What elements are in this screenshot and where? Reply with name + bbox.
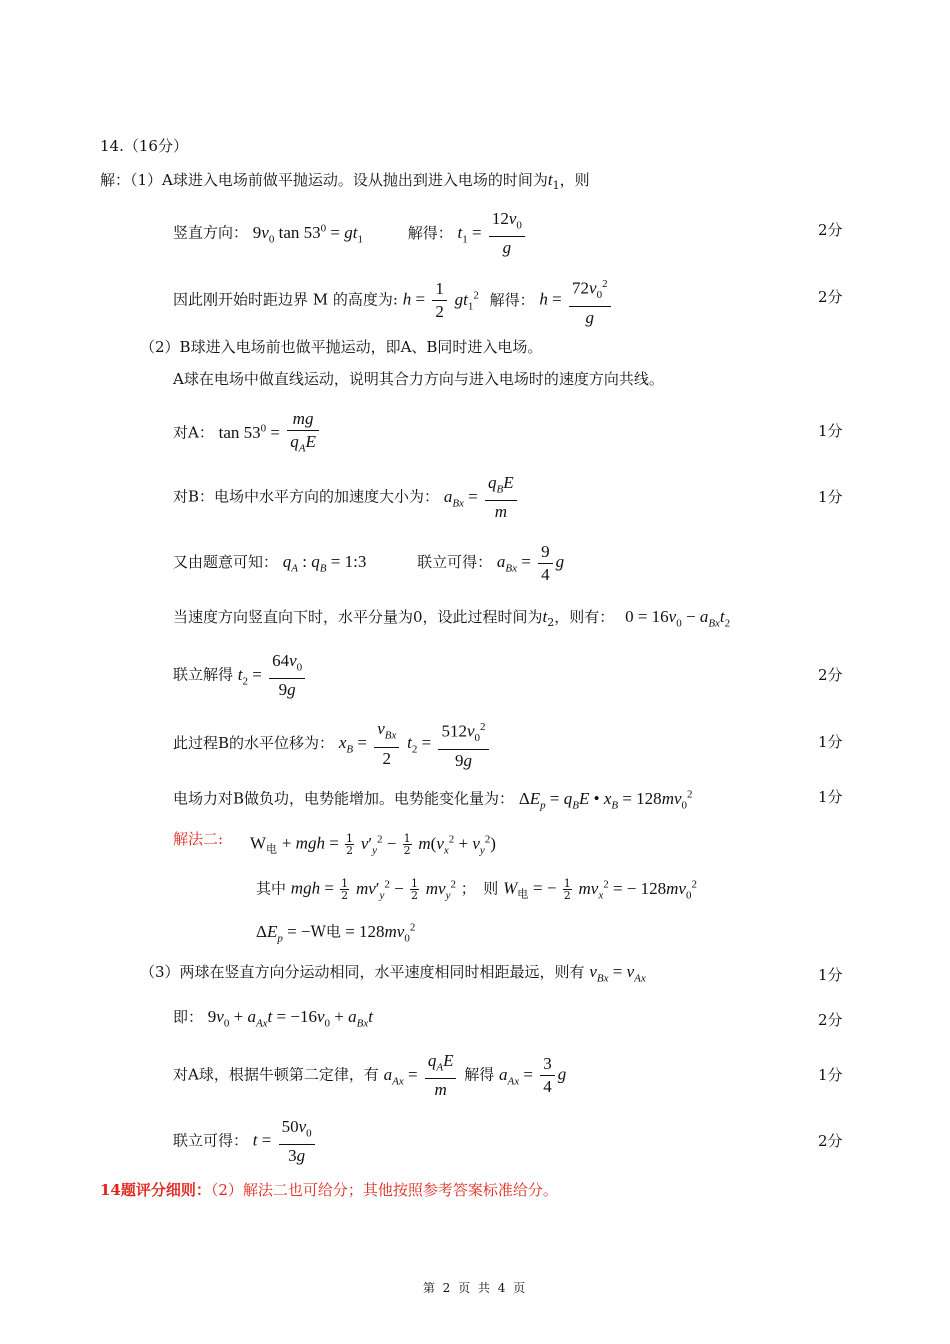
points-4: 1分 [818, 488, 843, 506]
part2-intro: （2）B球进入电场前也做平抛运动，即A、B同时进入电场。 [140, 338, 543, 356]
points-11: 2分 [818, 1132, 843, 1150]
equation-for-b: 对B：电场中水平方向的加速度大小为： $a_{Bx}$ = $\frac{q_BE}{m}$ [173, 472, 520, 526]
points-9: 2分 [818, 1011, 843, 1029]
points-7: 1分 [818, 788, 843, 806]
equation-vertical: 竖直方向： $9v_0$ $\tan 53^0 = gt_1$ 解得： $t_1$ = $\frac{12v_0}{g}$ [173, 205, 528, 262]
part2-explain: A球在电场中做直线运动，说明其合力方向与进入电场时的速度方向共线。 [173, 370, 664, 388]
points-10: 1分 [818, 1066, 843, 1084]
points-8: 1分 [818, 966, 843, 984]
equation-equal-velocity: 即： $9v_0 + a_{Ax}t = -16v_0 + a_{Bx}t$ [173, 1007, 373, 1030]
points-6: 1分 [818, 733, 843, 751]
equation-newton: 对A球，根据牛顿第二定律，有 $a_{Ax}$ = $\frac{q_AE}{m}$ 解得 $a_{Ax}$ = $\frac{3}{4}$ g [173, 1051, 567, 1100]
equation-charge-ratio: 又由题意可知： $q_A$ : $q_B$ = 1:3 联立可得： $a_{Bx}$ = $\frac{9}{4}$ g [173, 541, 565, 584]
equation-displacement: 此过程B的水平位移为： $x_B$ = $\frac{v_{Bx}}{2}$ $t_2$ = $\frac{512v_0^2}{9g}$ [173, 716, 492, 772]
rubric-note: 14题评分细则：（2）解法二也可给分；其他按照参考答案标准给分。 [100, 1181, 558, 1199]
method2-equation-2: 其中 mgh = $\frac{1}{2}$ $mv'_y^2$ − $\frac{1}{2}$ $mv_y^2$ ； 则 $W_电$ = − $\frac{1}{2}$ $mv_x^2$ = − $128mv_0^2$ [256, 877, 697, 903]
question-header: 14.（16分） [100, 137, 188, 155]
method2-equation-3: $\Delta E_p = -W$电 = $128mv_0^2$ [256, 921, 416, 945]
method2-equation-1: $W_电$ + mgh = $\frac{1}{2}$ $v'_y^2$ − $\frac{1}{2}$ $m(v_x^2 + v_y^2)$ [250, 832, 496, 858]
points-5: 2分 [818, 666, 843, 684]
points-1: 2分 [818, 221, 843, 239]
equation-t2: 联立解得 $t_2$ = $\frac{64v_0}{9g}$ [173, 650, 308, 704]
equation-zero-velocity: 当速度方向竖直向下时，水平分量为0，设此过程时间为$t_2$，则有： $0 = 16v_0 - a_{Bx}t_2$ [173, 607, 731, 630]
part3-intro: （3）两球在竖直方向分运动相同，水平速度相同时相距最远，则有 $v_{Bx} = v_{Ax}$ [140, 962, 646, 985]
equation-potential-energy: 电场力对B做负功，电势能增加。电势能变化量为： $\Delta E_p = q_BE$ • $x_B = 128mv_0^2$ [173, 788, 693, 812]
points-2: 2分 [818, 288, 843, 306]
page-footer: 第 2 页 共 4 页 [422, 1281, 528, 1295]
points-3: 1分 [818, 422, 843, 440]
equation-final-t: 联立可得： t = $\frac{50v_0}{3g}$ [173, 1116, 318, 1167]
equation-for-a: 对A： $\tan 53^0$ = $\frac{mg}{q_AE}$ [173, 405, 322, 459]
equation-height: 因此刚开始时距边界 M 的高度为: h = $\frac{1}{2}$ $gt_1^2$ 解得： h = $\frac{72v_0^2}{g}$ [173, 272, 614, 329]
part1-intro: 解：（1）A球进入电场前做平抛运动。设从抛出到进入电场的时间为$t_1$，则 [100, 170, 590, 192]
method2-label: 解法二: [173, 830, 224, 848]
